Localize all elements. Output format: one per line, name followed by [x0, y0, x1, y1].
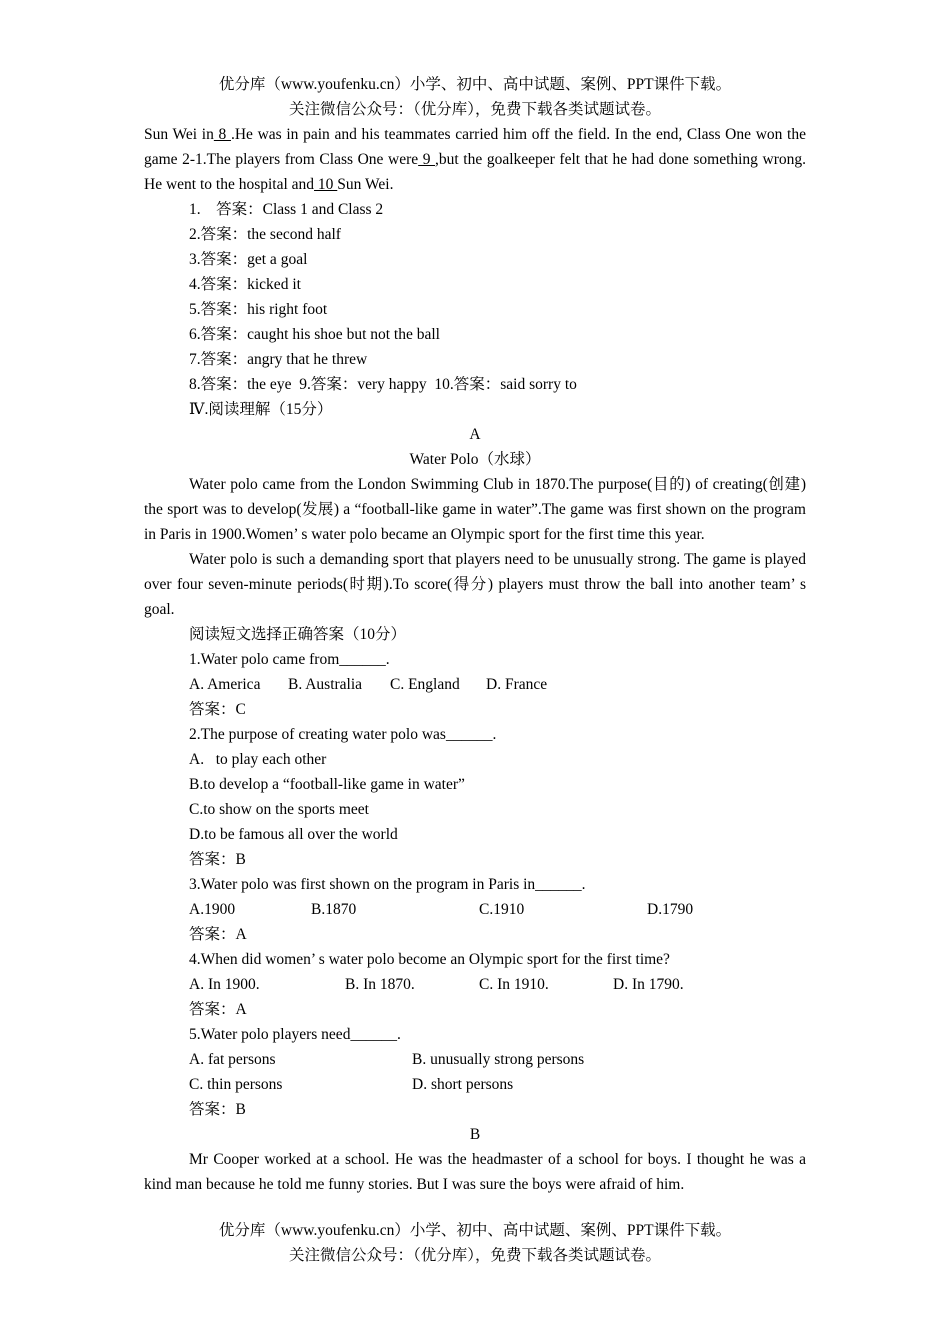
question-3-stem: 3.Water polo was first shown on the program in Paris in______. — [189, 876, 586, 893]
option-c: C.1910 — [479, 901, 525, 918]
part-a-label: A — [469, 426, 481, 443]
answer-line: 1. 答案：Class 1 and Class 2 — [189, 201, 384, 218]
answer-line: 8.答案：the eye 9.答案：very happy 10.答案：said sorry to — [189, 376, 577, 393]
part-a-paragraph-2: Water polo is such a demanding sport that players need to be unusually strong. The game is played over four seven-minute periods(时期).To score(得分) players must throw the ball into another team’ s goal. — [144, 551, 806, 618]
option-d: D.to be famous all over the world — [189, 826, 398, 843]
option-b: B. Australia — [288, 676, 363, 693]
passage-ending: Sun Wei in 8 .He was in pain and his teammates carried him off the field. In the end, Class One won the game 2-1.The players from Class One were 9 ,but the goalkeeper felt that he had done something wrong. He went to the hospital and 10 Sun Wei. — [144, 126, 807, 193]
page-footer — [144, 1218, 806, 1268]
option-c: C. In 1910. — [479, 976, 549, 993]
option-a: A.1900 — [189, 901, 236, 918]
option-a: A. to play each other — [189, 751, 327, 768]
question-3-answer: 答案：A — [189, 926, 247, 943]
part-b-label: B — [469, 1126, 481, 1143]
option-b: B. In 1870. — [345, 976, 415, 993]
option-a: A. In 1900. — [189, 976, 260, 993]
section-heading: Ⅳ.阅读理解（15分） — [189, 401, 333, 418]
option-b: B.to develop a “football-like game in water” — [189, 776, 465, 793]
option-b: B. unusually strong persons — [412, 1051, 585, 1068]
footer-line-2: 关注微信公众号：（优分库），免费下载各类试题试卷。 — [288, 1247, 661, 1264]
answer-line: 6.答案：caught his shoe but not the ball — [189, 326, 440, 343]
part-a-paragraph-1: Water polo came from the London Swimming Club in 1870.The purpose(目的) of creating(创建) the sport was to develop(发展) a “football-like game in water”.The game was first shown on the program in Paris in 1900.Women’ s water polo became an Olympic sport for the first time this year. — [144, 476, 806, 543]
option-d: D. short persons — [412, 1076, 514, 1093]
question-5-options-row-2 — [144, 1072, 806, 1097]
question-2-answer: 答案：B — [189, 851, 246, 868]
answer-line: 7.答案：angry that he threw — [189, 351, 368, 368]
part-a-title: Water Polo（水球） — [409, 451, 541, 468]
question-4-options — [144, 972, 806, 997]
option-a: A. America — [189, 676, 261, 693]
question-3-options — [144, 897, 806, 922]
option-c: C. England — [390, 676, 460, 693]
question-5-stem: 5.Water polo players need______. — [189, 1026, 401, 1043]
question-4-answer: 答案：A — [189, 1001, 247, 1018]
instruction: 阅读短文选择正确答案（10分） — [189, 626, 407, 643]
question-5-answer: 答案：B — [189, 1101, 246, 1118]
question-1-options — [144, 672, 806, 697]
header-line-2: 关注微信公众号：（优分库），免费下载各类试题试卷。 — [288, 101, 661, 118]
blank-9: 9 — [418, 151, 436, 168]
question-4-stem: 4.When did women’ s water polo become an Olympic sport for the first time? — [189, 951, 670, 968]
question-2-stem: 2.The purpose of creating water polo was______. — [189, 726, 497, 743]
answer-line: 4.答案：kicked it — [189, 276, 301, 293]
part-b-paragraph-1: Mr Cooper worked at a school. He was the headmaster of a school for boys. I thought he was a kind man because he told me funny stories. But I was sure the boys were afraid of him. — [144, 1151, 806, 1193]
footer-line-1: 优分库（www.youfenku.cn）小学、初中、高中试题、案例、PPT课件下载。 — [218, 1222, 732, 1239]
option-d: D. France — [486, 676, 548, 693]
option-b: B.1870 — [311, 901, 357, 918]
answer-line: 5.答案：his right foot — [189, 301, 328, 318]
option-d: D.1790 — [647, 901, 694, 918]
answer-line: 2.答案：the second half — [189, 226, 341, 243]
question-1-stem: 1.Water polo came from______. — [189, 651, 390, 668]
option-a: A. fat persons — [189, 1051, 276, 1068]
option-c: C. thin persons — [189, 1076, 283, 1093]
option-c: C.to show on the sports meet — [189, 801, 369, 818]
question-1-answer: 答案：C — [189, 701, 246, 718]
document-page — [144, 72, 806, 1197]
answer-line: 3.答案：get a goal — [189, 251, 308, 268]
question-5-options-row-1 — [144, 1047, 806, 1072]
blank-10: 10 — [314, 176, 338, 193]
blank-8: 8 — [213, 126, 231, 143]
header-line-1: 优分库（www.youfenku.cn）小学、初中、高中试题、案例、PPT课件下载。 — [218, 76, 732, 93]
option-d: D. In 1790. — [613, 976, 684, 993]
